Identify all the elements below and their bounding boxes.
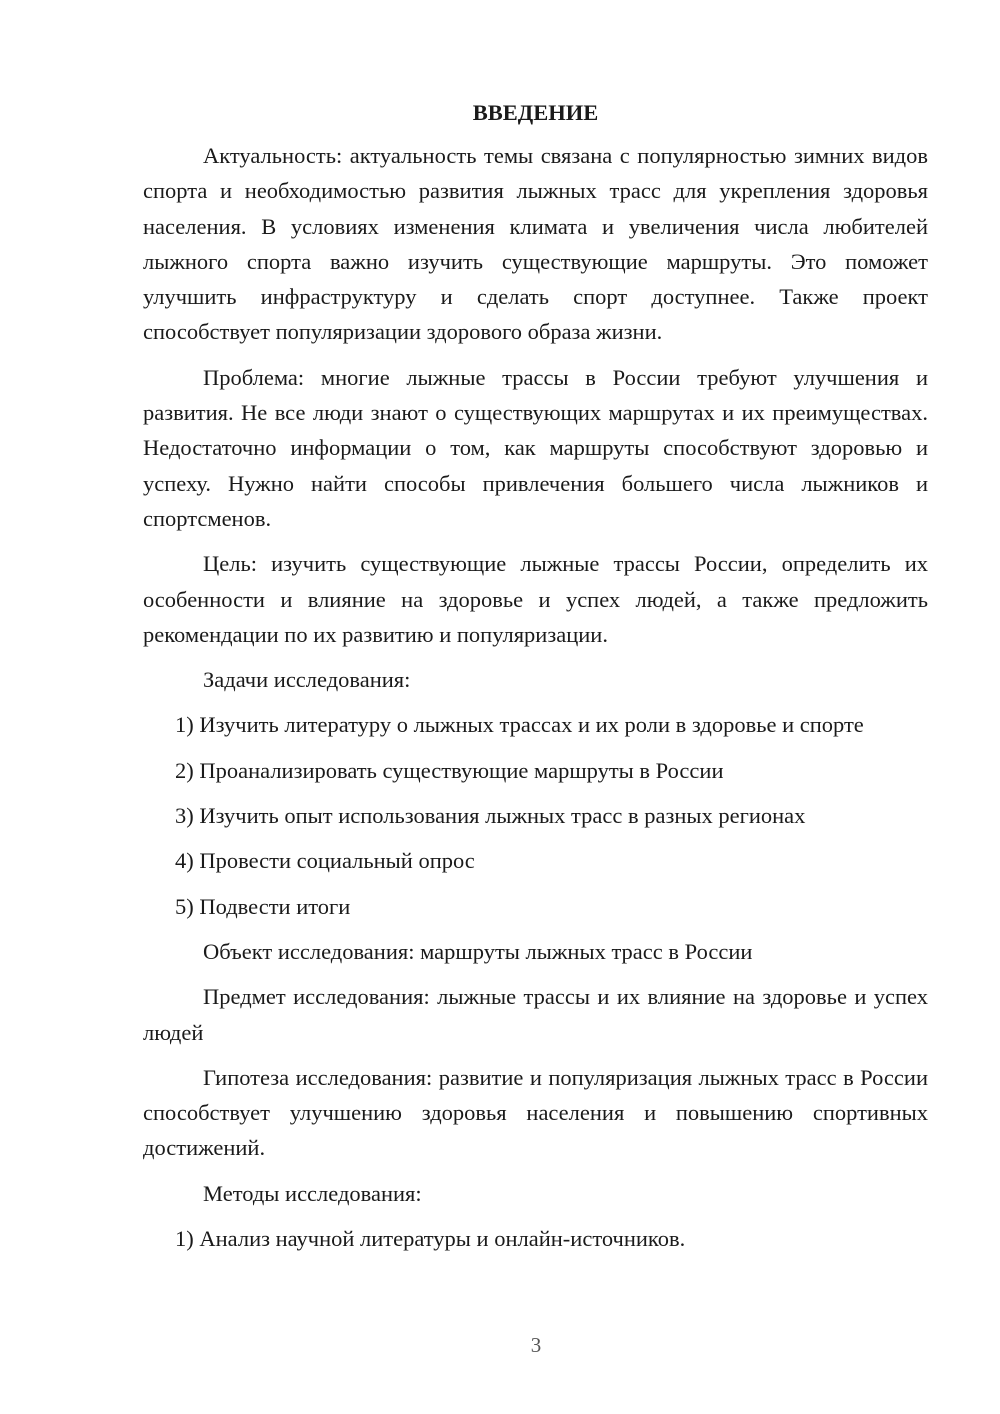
task-item: 3) Изучить опыт использования лыжных трасс в разных регионах bbox=[175, 803, 806, 829]
paragraph-object: Объект исследования: маршруты лыжных трасс в России bbox=[203, 938, 753, 964]
task-item: 5) Подвести итоги bbox=[175, 893, 351, 919]
task-item: 2) Проанализировать существующие маршруты в России bbox=[175, 757, 724, 783]
task-item: 4) Провести социальный опрос bbox=[175, 848, 475, 874]
paragraph-problem: Проблема: многие лыжные трассы в России требуют улучшения и развития. Не все люди знают о существующих маршрутах и их преимуществах. Недостаточно информации о том, как маршруты способствуют здоровью и успеху. Нужно найти способы привлечения большего числа лыжников и спортсменов. bbox=[143, 364, 928, 531]
paragraph-hypothesis: Гипотеза исследования: развитие и популяризация лыжных трасс в России способствует улучшению здоровья населения и повышению спортивных достижений. bbox=[143, 1064, 928, 1161]
method-item: 1) Анализ научной литературы и онлайн-источников. bbox=[175, 1226, 686, 1252]
section-title: ВВЕДЕНИЕ bbox=[472, 100, 599, 125]
paragraph-goal: Цель: изучить существующие лыжные трассы России, определить их особенности и влияние на здоровье и успех людей, а также предложить рекомендации по их развитию и популяризации. bbox=[143, 551, 928, 647]
methods-heading: Методы исследования: bbox=[203, 1180, 422, 1206]
page-number: 3 bbox=[530, 1333, 542, 1357]
document-page bbox=[143, 95, 928, 1266]
task-item: 1) Изучить литературу о лыжных трассах и их роли в здоровье и спорте bbox=[175, 712, 864, 738]
paragraph-relevance: Актуальность: актуальность темы связана с популярностью зимних видов спорта и необходимостью развития лыжных трасс для укрепления здоровья населения. В условиях изменения климата и увеличения числа любителей лыжного спорта важно изучить существующие маршруты. Это поможет улучшить инфраструктуру и сделать спорт доступнее. Также проект способствует популяризации здорового образа жизни. bbox=[143, 143, 928, 345]
paragraph-subject: Предмет исследования: лыжные трассы и их влияние на здоровье и успех людей bbox=[143, 984, 928, 1045]
tasks-heading: Задачи исследования: bbox=[203, 667, 411, 693]
